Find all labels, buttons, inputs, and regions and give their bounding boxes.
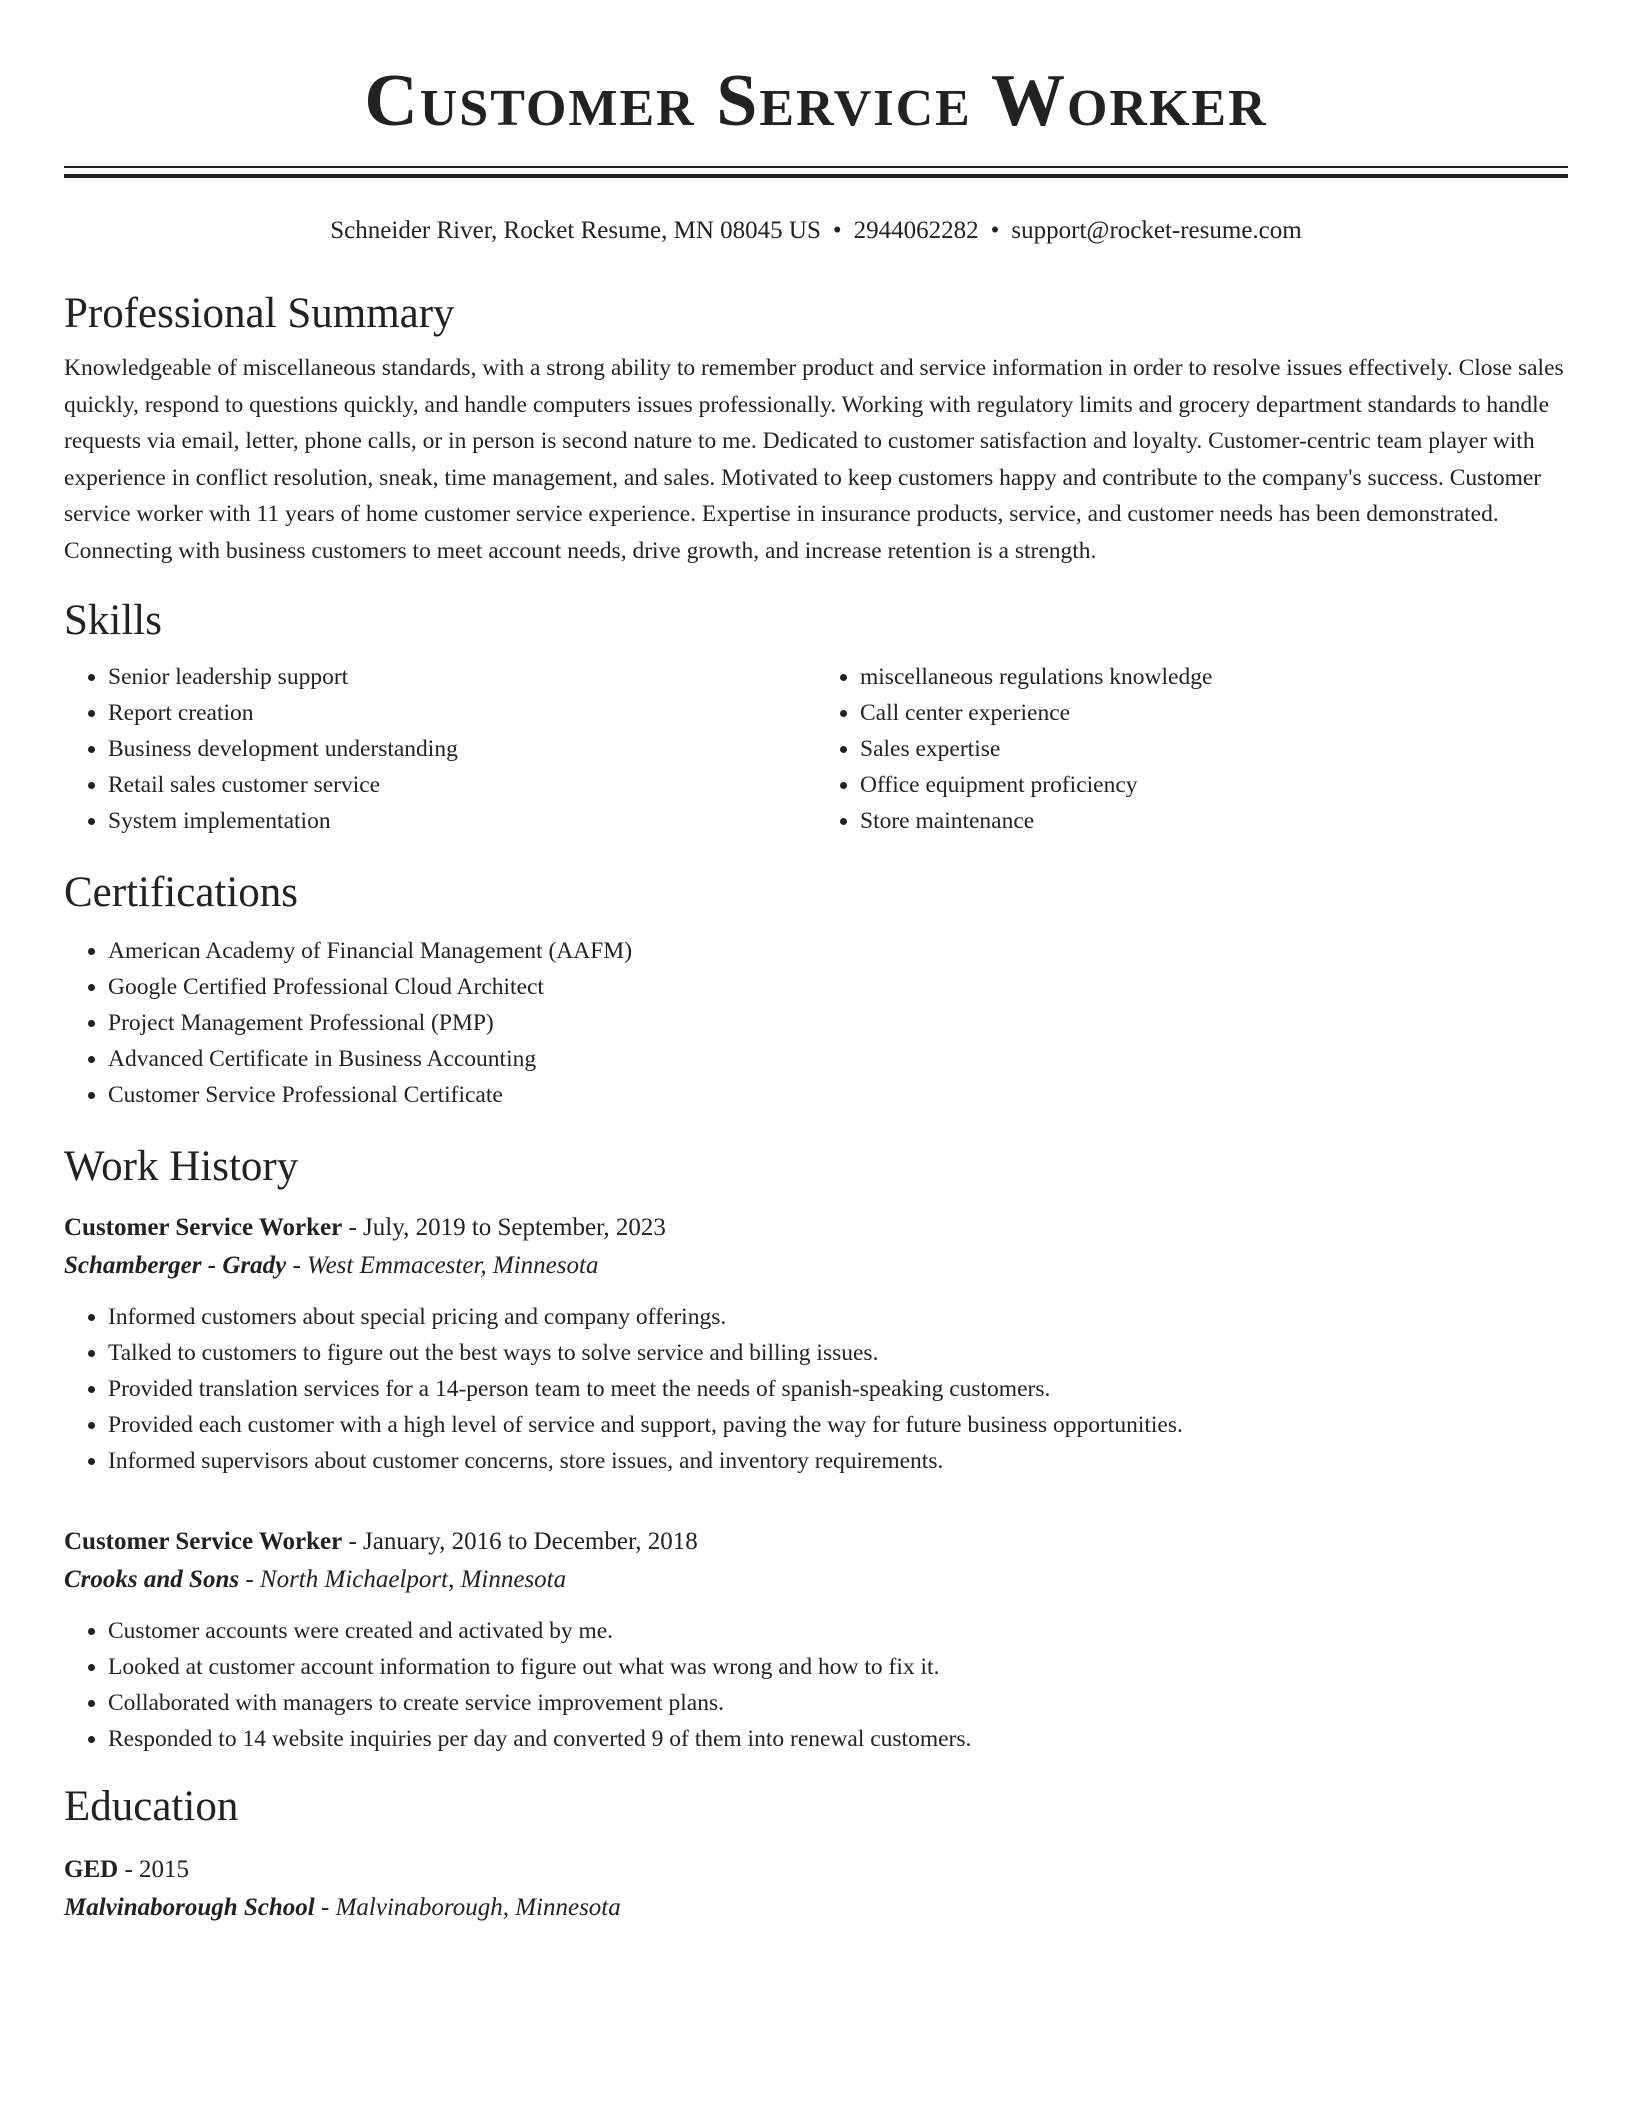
certifications-list [64, 933, 1568, 1113]
job-duty: • Customer accounts were created and activated by me. [108, 1613, 1568, 1649]
job-title-line [64, 1523, 1568, 1561]
job-dates: - July, 2019 to September, 2023 [342, 1214, 666, 1241]
contact-email[interactable]: support@rocket-resume.com [1011, 217, 1302, 244]
skill-item: • Office equipment proficiency [860, 767, 1568, 803]
skills-left-column [64, 659, 816, 839]
education-location: - Malvinaborough, Minnesota [314, 1894, 621, 1921]
job-duties-list [64, 1613, 1568, 1757]
job-company: Schamberger - Grady [64, 1252, 287, 1279]
education-degree: GED [64, 1856, 119, 1883]
skill-item: • Report creation [108, 695, 816, 731]
contact-line [64, 214, 1568, 248]
skill-item: • Call center experience [860, 695, 1568, 731]
education-school-line [64, 1889, 1568, 1927]
header-divider [64, 166, 1568, 178]
divider-thin-line [64, 166, 1568, 168]
skills-grid [64, 659, 1568, 839]
certifications-section [64, 867, 1568, 1113]
skills-right-column [816, 659, 1568, 839]
candidate-name: Customer Service Worker [364, 60, 1268, 142]
skill-item: • Retail sales customer service [108, 767, 816, 803]
job-duty: • Collaborated with managers to create service improvement plans. [108, 1685, 1568, 1721]
summary-section [64, 288, 1568, 569]
job-entry [64, 1523, 1568, 1757]
job-duty: • Provided translation services for a 14-person team to meet the needs of spanish-speaking customers. [108, 1371, 1568, 1407]
job-duty: • Responded to 14 website inquiries per day and converted 9 of them into renewal customers. [108, 1721, 1568, 1757]
skill-item: • Store maintenance [860, 803, 1568, 839]
education-school: Malvinaborough School [64, 1894, 315, 1921]
job-duty: • Talked to customers to figure out the best ways to solve service and billing issues. [108, 1335, 1568, 1371]
job-location: - North Michaelport, Minnesota [239, 1566, 567, 1593]
certification-item: • Google Certified Professional Cloud Architect [108, 969, 1568, 1005]
job-duties-list [64, 1299, 1568, 1479]
job-company-line [64, 1561, 1568, 1599]
job-entry [64, 1209, 1568, 1479]
skill-item: • Business development understanding [108, 731, 816, 767]
skill-item: • miscellaneous regulations knowledge [860, 659, 1568, 695]
job-dates: - January, 2016 to December, 2018 [342, 1528, 698, 1555]
job-duty: • Informed supervisors about customer concerns, store issues, and inventory requirements. [108, 1443, 1568, 1479]
job-duty: • Looked at customer account information to figure out what was wrong and how to fix it. [108, 1649, 1568, 1685]
job-location: - West Emmacester, Minnesota [286, 1252, 599, 1279]
skill-item: • Sales expertise [860, 731, 1568, 767]
work-history-heading: Work History [64, 1143, 299, 1190]
certification-item: • Advanced Certificate in Business Accounting [108, 1041, 1568, 1077]
skills-heading: Skills [64, 597, 162, 644]
education-entry [64, 1851, 1568, 1927]
certification-item: • American Academy of Financial Management (AAFM) [108, 933, 1568, 969]
education-section [64, 1781, 1568, 1927]
certifications-heading: Certifications [64, 869, 299, 916]
certification-item: • Customer Service Professional Certificate [108, 1077, 1568, 1113]
job-duty: • Provided each customer with a high level of service and support, paving the way for future business opportunities. [108, 1407, 1568, 1443]
skill-item: • Senior leadership support [108, 659, 816, 695]
contact-phone: 2944062282 [853, 217, 979, 244]
job-company-line [64, 1247, 1568, 1285]
work-history-section [64, 1141, 1568, 1757]
skills-section [64, 595, 1568, 839]
education-year: - 2015 [118, 1856, 190, 1883]
education-degree-line [64, 1851, 1568, 1889]
divider-thick-line [64, 174, 1568, 178]
certification-item: • Project Management Professional (PMP) [108, 1005, 1568, 1041]
job-title: Customer Service Worker [64, 1214, 343, 1241]
contact-separator: • [832, 217, 842, 244]
contact-address: Schneider River, Rocket Resume, MN 08045 US [330, 217, 821, 244]
job-company: Crooks and Sons [64, 1566, 240, 1593]
job-title-line [64, 1209, 1568, 1247]
contact-separator: • [990, 217, 1000, 244]
summary-heading: Professional Summary [64, 290, 455, 337]
education-heading: Education [64, 1783, 239, 1830]
skill-item: • System implementation [108, 803, 816, 839]
summary-text: Knowledgeable of miscellaneous standards, with a strong ability to remember product and service information in order to resolve issues effectively. Close sales quickly, respond to questions quickly, and handle computers issues professionally. Working with regulatory limits and grocery department standards to handle requests via email, letter, phone calls, or in person is second nature to me. Dedicated to customer satisfaction and loyalty. Customer-centric team player with experience in conflict resolution, sneak, time management, and sales. Motivated to keep customers happy and contribute to the company's success. Customer service worker with 11 years of home customer service experience. Expertise in insurance products, service, and customer needs has been demonstrated. Connecting with business customers to meet account needs, drive growth, and increase retention is a strength. [64, 355, 1564, 564]
job-duty: • Informed customers about special pricing and company offerings. [108, 1299, 1568, 1335]
job-title: Customer Service Worker [64, 1528, 343, 1555]
